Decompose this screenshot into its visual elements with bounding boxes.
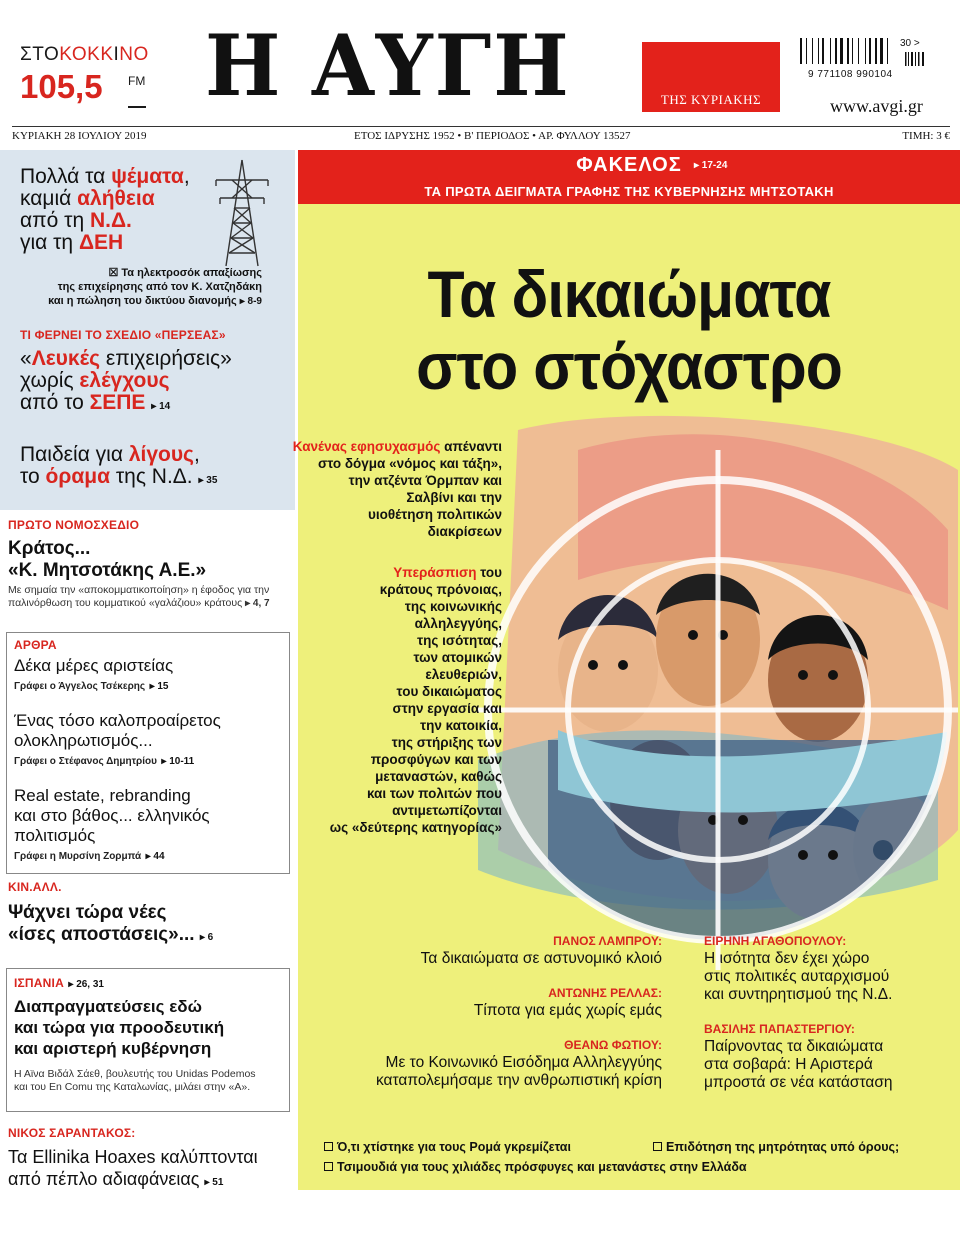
lede-line: Κανένας εφησυχασμός απέναντι	[292, 439, 502, 454]
checkbox-icon	[324, 1162, 333, 1171]
opinion-author: ΠΑΝΟΣ ΛΑΜΠΡΟΥ:	[553, 934, 662, 948]
feature-panel	[292, 150, 960, 1190]
radio-frequency: 105,5	[20, 68, 103, 105]
logo-edition: ΤΗΣ ΚΥΡΙΑΚΗΣ	[660, 92, 762, 107]
lede-line: ως «δεύτερης κατηγορίας»	[329, 820, 502, 835]
story-deh-summary: ☒ Τα ηλεκτροσόκ απαξίωσης της επιχείρησης από τον Κ. Χατζηδάκη και η πώληση του δικτύου διανομής ▸ 8-9	[48, 267, 262, 307]
lede-line: την ατζέντα Όρμπαν και	[348, 473, 502, 488]
story-spain-summary: Η Αϊνα Βιδάλ Σάεθ, βουλευτής του Unidas Podemos και του En Comu της Καταλωνίας, μιλάει στην «Α».	[14, 1068, 256, 1093]
opinion-title[interactable]: Παίρνοντας τα δικαιώματα στα σοβαρά: Η Αριστερά μπροστά σε νέα κατάσταση	[704, 1038, 893, 1091]
article-3[interactable]: Real estate, rebranding και στο βάθος... ελληνικός πολιτισμός Γράφει η Μυρσίνη Ζορμπά ▸ 44	[14, 786, 210, 862]
website-link[interactable]: www.avgi.gr	[830, 96, 923, 116]
page-ref: ▸ 35	[198, 475, 218, 486]
barcode-bar	[858, 38, 859, 64]
main-headline[interactable]: Τα δικαιώματα στο στόχαστρο	[416, 257, 842, 403]
bottom-link-3[interactable]: Τσιμουδιά για τους χιλιάδες πρόσφυγες και μετανάστες στην Ελλάδα	[324, 1160, 747, 1174]
lede-line: ελευθεριών,	[425, 667, 502, 682]
radio-name: ΣΤΟΚΟΚΚΙΝΟ	[20, 44, 149, 65]
barcode-bar	[847, 38, 849, 64]
barcode-number: 9 771108 990104	[808, 69, 893, 80]
feature-band	[298, 150, 960, 204]
lede-line: Σαλβίνι και την	[406, 490, 502, 505]
opinion-title[interactable]: Με το Κοινωνικό Εισόδημα Αλληλεγγύης καταπολεμήσαμε την ανθρωπιστική κρίση	[375, 1054, 662, 1089]
issue-date: ΚΥΡΙΑΚΗ 28 ΙΟΥΛΙΟΥ 2019	[12, 130, 147, 142]
barcode-bar	[835, 38, 837, 64]
barcode-bar	[869, 38, 871, 64]
story-hoaxes-kicker: ΝΙΚΟΣ ΣΑΡΑΝΤΑΚΟΣ:	[8, 1126, 136, 1140]
story-spain-kicker: ΙΣΠΑΝΙΑ ▸ 26, 31	[14, 976, 104, 990]
feature-pages: ▸ 17-24	[694, 160, 728, 171]
lede-line: της στήριξης των	[391, 735, 502, 750]
page-ref: ▸ 4, 7	[245, 598, 270, 609]
opinion-title[interactable]: Η ισότητα δεν έχει χώρο στις πολιτικές αυταρχισμού και συντηρητισμού της Ν.Δ.	[704, 950, 893, 1003]
story-bill-headline[interactable]: Κράτος... «Κ. Μητσοτάκης Α.Ε.»	[8, 538, 207, 581]
feature-subtitle: ΤΑ ΠΡΩΤΑ ΔΕΙΓΜΑΤΑ ΓΡΑΦΗΣ ΤΗΣ ΚΥΒΕΡΝΗΣΗΣ ΜΗΤΣΟΤΑΚΗ	[424, 184, 834, 199]
barcode-bar	[806, 38, 807, 64]
lede-line: της ισότητας,	[417, 633, 502, 648]
article-1[interactable]: Δέκα μέρες αριστείας Γράφει ο Άγγελος Τσέκερης ▸ 15	[14, 656, 174, 692]
barcode-bar	[818, 38, 819, 64]
lede-line: Υπεράσπιση του	[393, 565, 502, 580]
barcode-bar	[852, 38, 853, 64]
story-bill-summary: Με σημαία την «αποκομματικοποίηση» η έφοδος για την παλινόρθωση του κομματικού «γαλάζιου» κράτους ▸ 4, 7	[8, 584, 270, 609]
article-2[interactable]: Ένας τόσο καλοπροαίρετος ολοκληρωτισμός... Γράφει ο Στέφανος Δημητρίου ▸ 10-11	[14, 711, 221, 767]
story-bill-kicker: ΠΡΩΤΟ ΝΟΜΟΣΧΕΔΙΟ	[8, 518, 140, 532]
lede-line: του δικαιώματος	[396, 684, 502, 699]
barcode-issue: 30 >	[900, 38, 920, 49]
checkbox-icon	[324, 1142, 333, 1151]
issue-price: ΤΙΜΗ: 3 €	[902, 130, 950, 142]
issue-info: ΕΤΟΣ ΙΔΡΥΣΗΣ 1952 • Β' ΠΕΡΙΟΔΟΣ • ΑΡ. ΦΥΛΛΟΥ 13527	[354, 130, 631, 142]
radio-promo	[20, 44, 149, 106]
checkbox-icon	[653, 1142, 662, 1151]
barcode-bar	[880, 38, 883, 64]
barcode-bar	[875, 38, 877, 64]
story-spain-headline[interactable]: Διαπραγματεύσεις εδώ και τώρα για προοδευτική και αριστερή κυβέρνηση	[14, 997, 225, 1058]
story-deh-headline[interactable]: Πολλά τα ψέματα, καμιά αλήθεια από τη Ν.Δ. για τη ΔΕΗ	[20, 165, 190, 254]
newspaper-logo: Η ΑΥΓΗ	[205, 16, 571, 115]
opinion-title[interactable]: Τα δικαιώματα σε αστυνομικό κλοιό	[420, 950, 662, 967]
story-perseas-kicker: ΤΙ ΦΕΡΝΕΙ ΤΟ ΣΧΕΔΙΟ «ΠΕΡΣΕΑΣ»	[20, 328, 226, 342]
opinion-author: ΑΝΤΩΝΗΣ ΡΕΛΛΑΣ:	[548, 986, 662, 1000]
lede-line: κράτους πρόνοιας,	[379, 582, 502, 597]
power-pylon-icon	[212, 158, 272, 268]
barcode-bar	[822, 38, 824, 64]
page-ref: ▸ 14	[151, 401, 171, 412]
lede-line: υιοθέτηση πολιτικών	[368, 507, 502, 522]
story-hoaxes-headline[interactable]: Τα Ellinika Hoaxes καλύπτονται από πέπλο αδιαφάνειας ▸ 51	[8, 1147, 258, 1189]
opinion-title[interactable]: Τίποτα για εμάς χωρίς εμάς	[473, 1002, 662, 1019]
lede-line: των ατομικών	[413, 650, 502, 665]
lede-line: μεταναστών, καθώς	[375, 769, 502, 784]
lede-line: και των πολιτών που	[366, 786, 502, 801]
lede-line: αλληλεγγύης,	[414, 616, 502, 631]
small-barcode-icon	[904, 52, 926, 66]
lede-line: αντιμετωπίζονται	[392, 803, 502, 818]
feature-section: ΦΑΚΕΛΟΣ	[576, 154, 682, 176]
barcode-bar	[865, 38, 866, 64]
masthead	[0, 0, 960, 142]
barcode-bar	[887, 38, 888, 64]
bottom-link-2[interactable]: Επιδότηση της μητρότητας υπό όρους;	[653, 1140, 899, 1154]
articles-kicker: ΑΡΘΡΑ	[14, 638, 57, 652]
barcode-bar	[812, 38, 813, 64]
bottom-link-1[interactable]: Ό,τι χτίστηκε για τους Ρομά γκρεμίζεται	[324, 1140, 571, 1154]
opinion-author: ΘΕΑΝΩ ΦΩΤΙΟΥ:	[564, 1038, 662, 1052]
opinion-author: ΒΑΣΙΛΗΣ ΠΑΠΑΣΤΕΡΓΙΟΥ:	[704, 1022, 855, 1036]
lede-block-1	[293, 438, 502, 540]
story-education-headline[interactable]: Παιδεία για λίγους, το όραμα της Ν.Δ. ▸ 35	[20, 443, 218, 488]
lede-line: την κατοικία,	[420, 718, 502, 733]
story-kinall-headline[interactable]: Ψάχνει τώρα νέες «ίσες αποστάσεις»... ▸ 6	[8, 902, 214, 945]
barcode-bar	[800, 38, 802, 64]
opinion-author: ΕΙΡΗΝΗ ΑΓΑΘΟΠΟΥΛΟΥ:	[704, 934, 847, 948]
barcode-icon	[800, 38, 904, 68]
story-kinall-kicker: ΚΙΝ.ΑΛΛ.	[8, 880, 62, 894]
story-perseas-headline[interactable]: «Λευκές επιχειρήσεις» χωρίς ελέγχους από το ΣΕΠΕ ▸ 14	[20, 347, 232, 414]
barcode-bar	[830, 38, 831, 64]
barcode-bar	[840, 38, 843, 64]
lede-line: προσφύγων και των	[370, 752, 502, 767]
radio-band: FM	[128, 74, 146, 88]
lede-line: στο δόγμα «νόμος και τάξη»,	[317, 456, 502, 471]
logo-edition-block	[642, 42, 780, 112]
lede-block-2	[330, 564, 502, 836]
lede-line: στην εργασία και	[392, 701, 502, 716]
dateline	[12, 126, 950, 142]
page-ref: ▸ 8-9	[239, 296, 262, 307]
lede-line: της κοινωνικής	[404, 599, 502, 614]
lede-line: διακρίσεων	[427, 524, 502, 539]
